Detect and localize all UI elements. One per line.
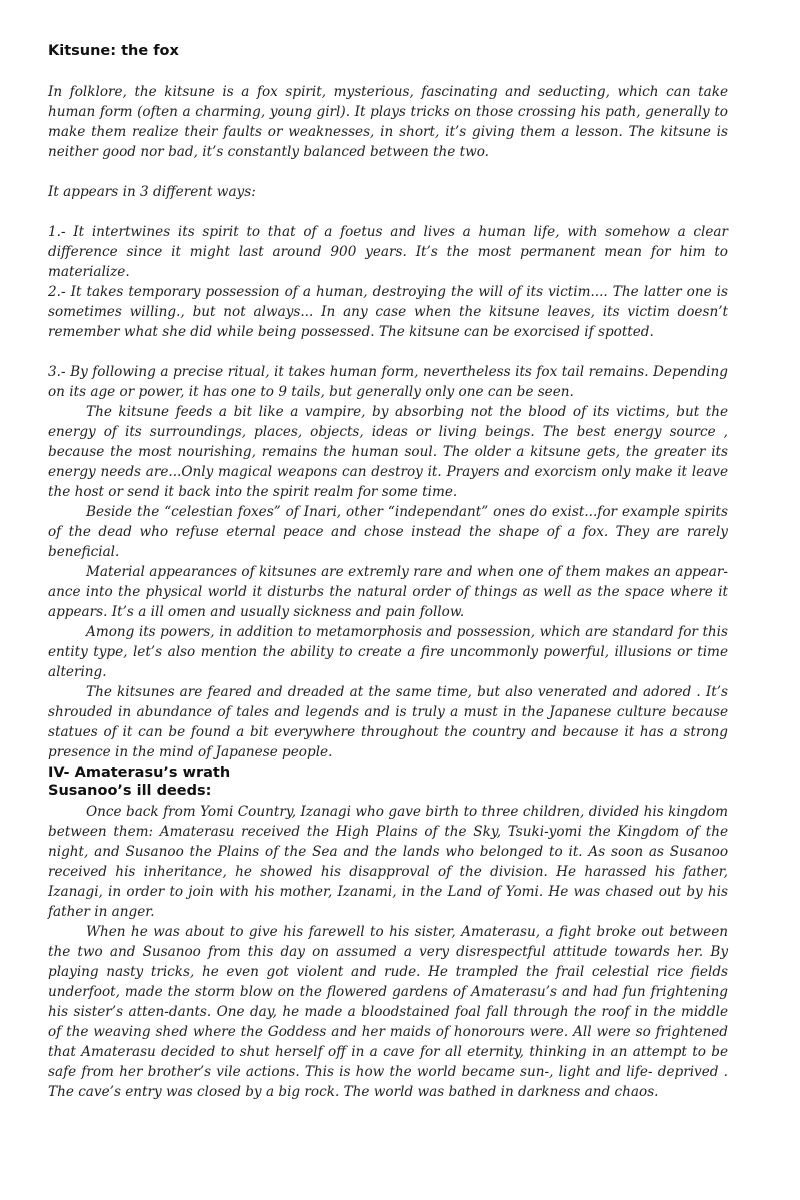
feeds-paragraph: The kitsune feeds a bit like a vampire, by absorbing not the blood of its victims, but the energy of its surroundings, places, objects, ideas or living beings. The best energy source , because the most nourishing, remains the human soul. The older a kitsune gets, the greater its energy needs are...Only magical weapons can destroy it. Prayers and exorcism only make it leave the host or send it back into the spirit realm for some time. (48, 404, 728, 500)
celestial-foxes-paragraph: Beside the “celestian foxes” of Inari, other “independant” ones do exist...for example spirits of the dead who refuse eternal peace and chose instead the shape of a fox. They are rarely beneficial. (48, 504, 728, 560)
yomi-paragraph: Once back from Yomi Country, Izanagi who gave birth to three children, divided his kingdom between them: Amaterasu received the High Plains of the Sky, Tsuki-yomi the Kingdom of the night, and Susanoo the Plains of the Sea and the lands who belonged to it. As soon as Susanoo received his inheritance, he showed his disapproval of the division. He harassed his father, Izanagi, in order to join with his mother, Izanami, in the Land of Yomi. He was chased out by his father in anger. (48, 804, 728, 920)
way-three-paragraph: 3.- By following a precise ritual, it takes human form, nevertheless its fox tail remains. Depending on its age or power, it has one to 9 tails, but generally only one can be seen. (48, 364, 728, 400)
kitsune-heading: Kitsune: the fox (48, 43, 179, 59)
way-three-block (48, 362, 728, 762)
material-appearances-paragraph: Material appearances of kitsunes are extremly rare and when one of them makes an appear-ance into the physical world it disturbs the natural order of things as well as the space where it appears. It’s a ill omen and usually sickness and pain follow. (48, 564, 728, 620)
kitsune-intro-block (48, 82, 728, 162)
way-two-block (48, 282, 728, 342)
appears-block (48, 182, 728, 202)
way-one-block (48, 222, 728, 282)
appears-paragraph: It appears in 3 different ways: (48, 184, 256, 200)
powers-paragraph: Among its powers, in addition to metamorphosis and possession, which are standard for this entity type, let’s also mention the ability to create a fire uncommonly powerful, illusions or time altering. (48, 624, 728, 680)
way-one-paragraph: 1.- It intertwines its spirit to that of a foetus and lives a human life, with somehow a clear difference since it might last around 900 years. It’s the most permanent mean for him to materialize. (48, 224, 728, 280)
susanoo-subheading: Susanoo’s ill deeds: (48, 783, 212, 799)
feared-paragraph: The kitsunes are feared and dreaded at the same time, but also venerated and adored . It’s shrouded in abundance of tales and legends and is truly a must in the Japanese culture because statues of it can be found a bit everywhere throughout the country and because it has a strong presence in the mind of Japanese people. (48, 684, 728, 760)
amaterasu-heading: IV- Amaterasu’s wrath (48, 765, 231, 781)
way-two-paragraph: 2.- It takes temporary possession of a human, destroying the will of its victim.... The latter one is sometimes willing., but not always... In any case when the kitsune leaves, its victim doesn’t remember what she did while being possessed. The kitsune can be exorcised if spotted. (48, 284, 728, 340)
farewell-paragraph: When he was about to give his farewell to his sister, Amaterasu, a fight broke out between the two and Susanoo from this day on assumed a very disrespectful attitude towards her. By playing nasty tricks, he even got violent and rude. He trampled the frail celestial rice fields underfoot, made the storm blow on the flowered gardens of Amaterasu’s and had fun frightening his sister’s atten-dants. One day, he made a bloodstained foal fall through the roof in the middle of the weaving shed where the Goddess and her maids of honorours were. All were so frightened that Amaterasu decided to shut herself off in a cave for all eternity, thinking in an attempt to be safe from her brother’s vile actions. This is how the world became sun-, light and life- deprived . The cave’s entry was closed by a big rock. The world was bathed in darkness and chaos. (48, 924, 728, 1100)
amaterasu-block (48, 802, 728, 1102)
kitsune-intro-paragraph: In folklore, the kitsune is a fox spirit, mysterious, fascinating and seducting, which can take human form (often a charming, young girl). It plays tricks on those crossing his path, generally to make them realize their faults or weaknesses, in short, it’s giving them a lesson. The kitsune is neither good nor bad, it’s constantly balanced between the two. (48, 84, 728, 160)
